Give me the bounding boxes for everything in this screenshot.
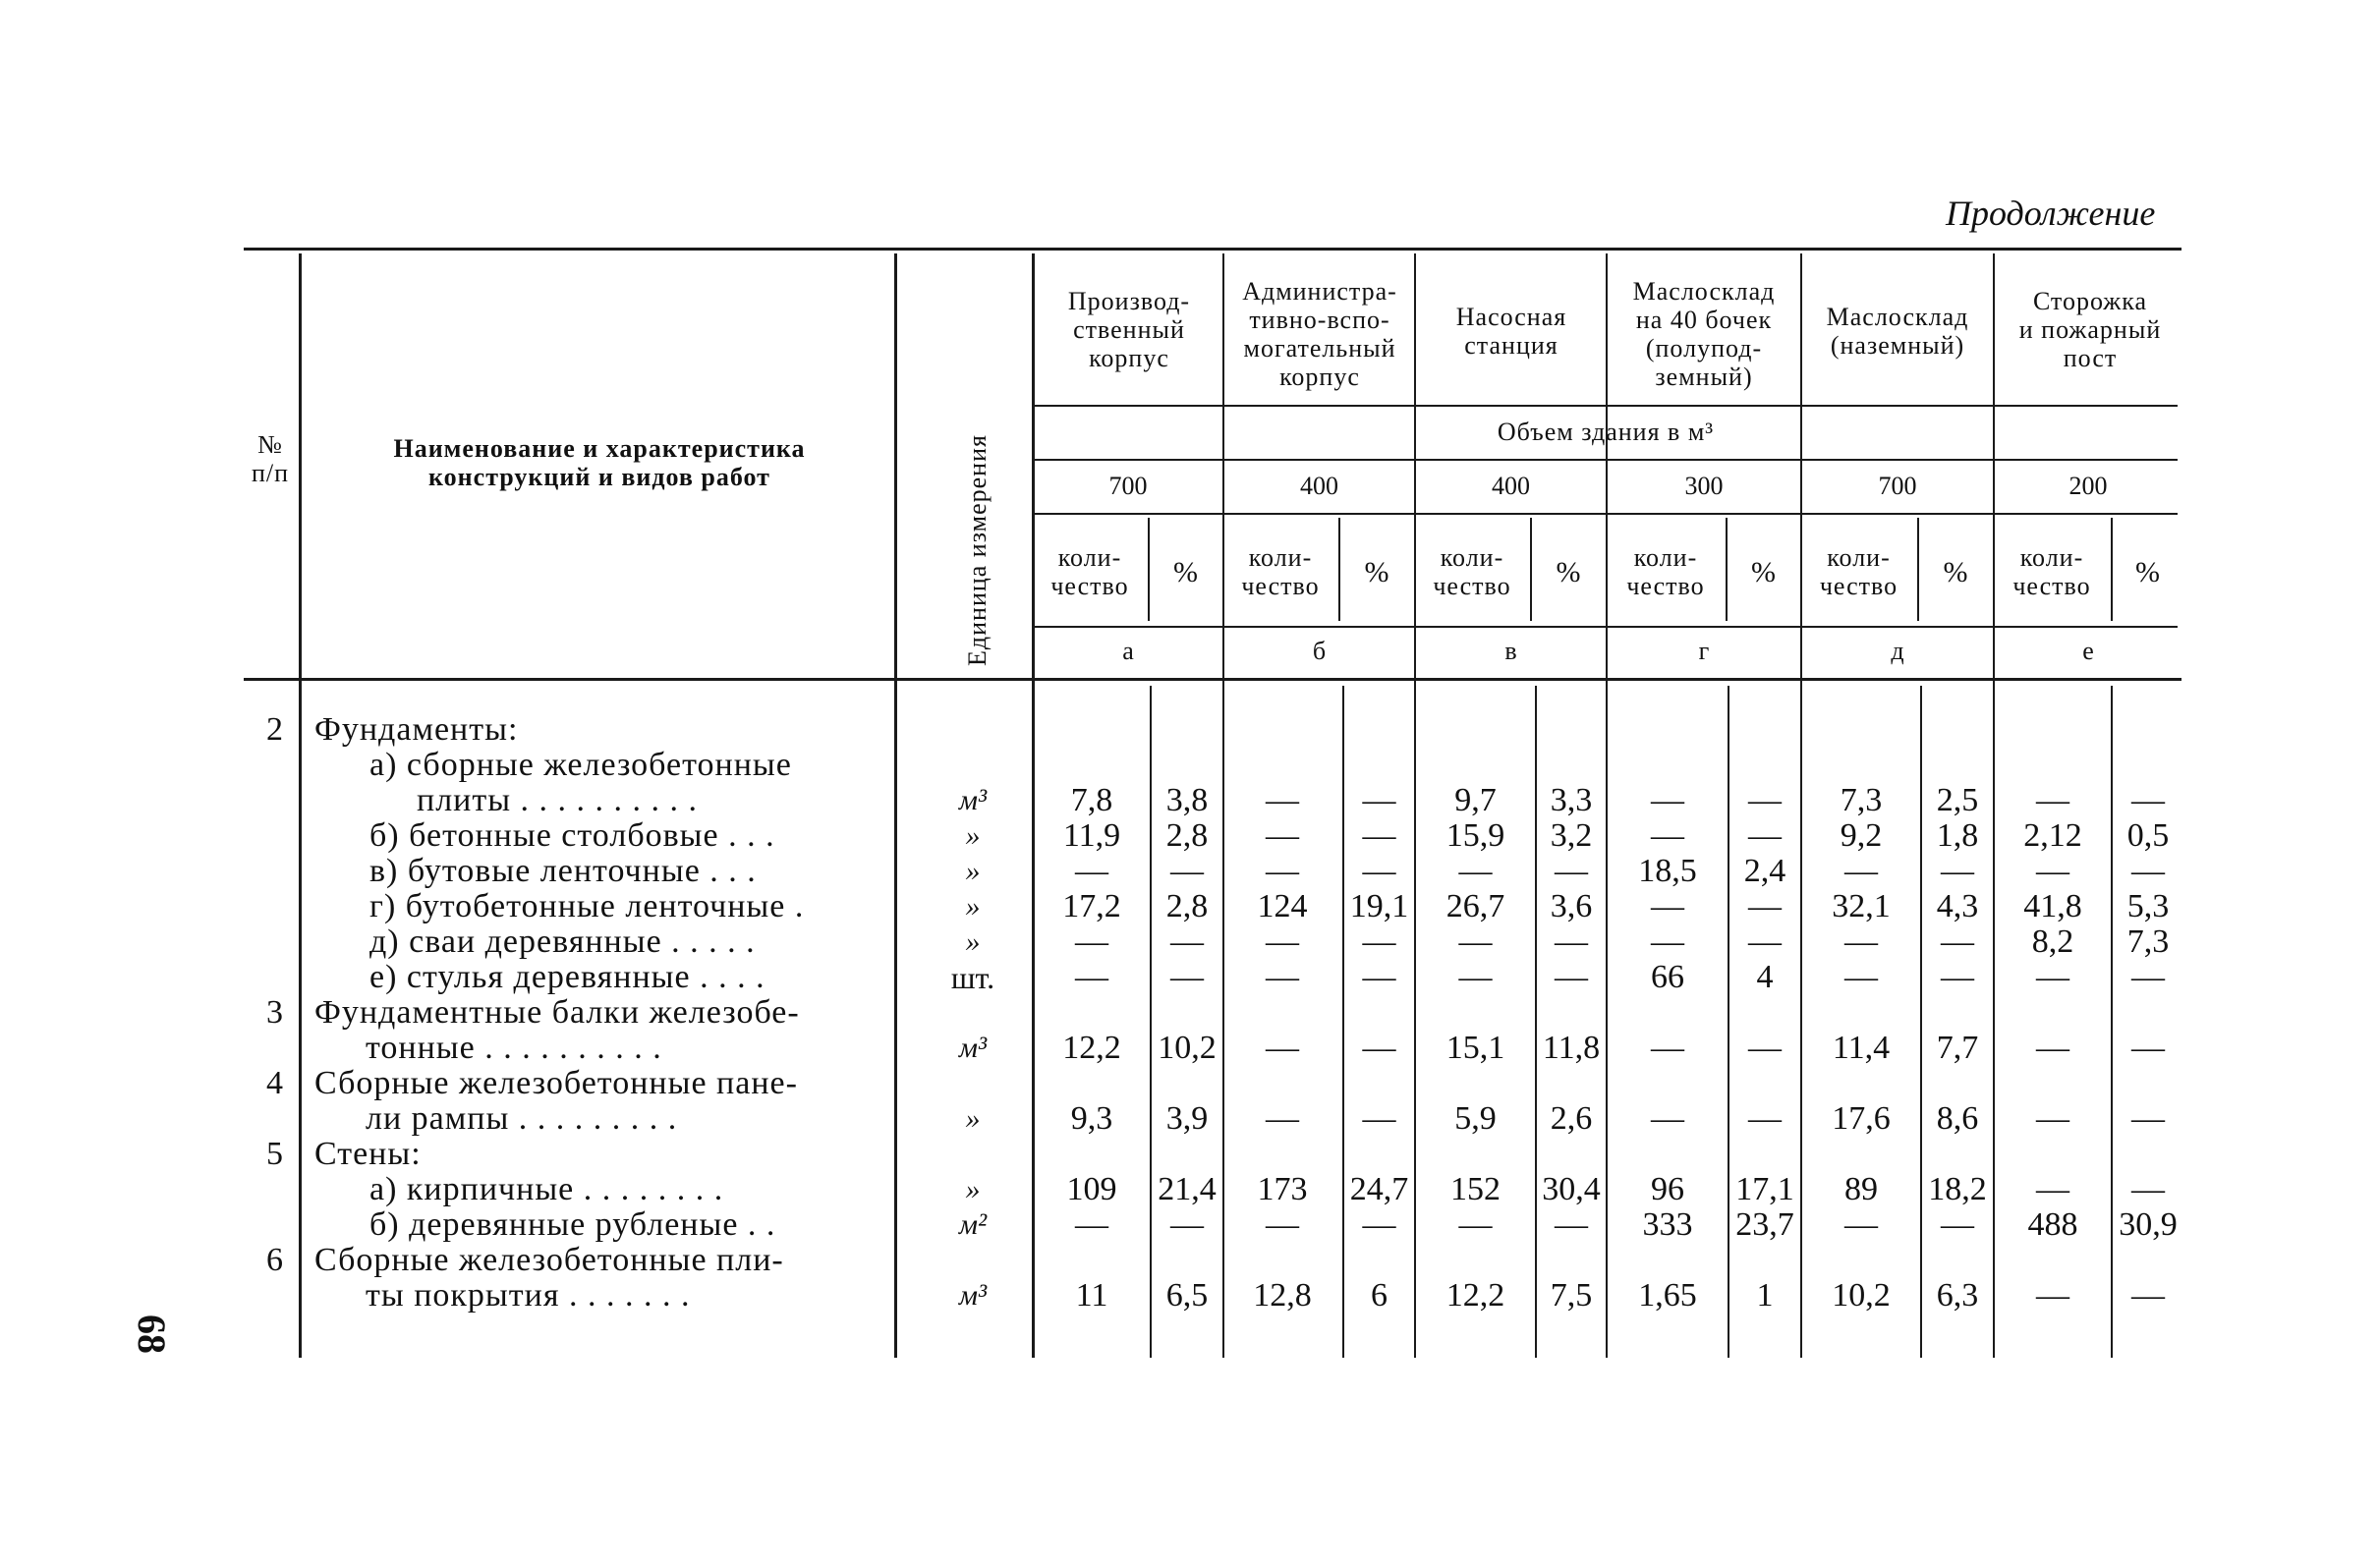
row-value: 2,8: [1165, 888, 1209, 924]
pct-label-c: %: [1556, 556, 1582, 588]
row-value: 124: [1257, 888, 1308, 924]
row-value: —: [1748, 782, 1782, 818]
row-value: —: [1941, 923, 1974, 960]
pct-label-f: %: [2135, 556, 2161, 588]
row-value: —: [1844, 1206, 1878, 1243]
header-building-6: Сторожка и пожарный пост: [2018, 287, 2162, 372]
letter-e: д: [1891, 637, 1904, 665]
row-value: 11: [1075, 1277, 1108, 1314]
row-value: —: [1362, 923, 1396, 960]
row-value: 173: [1257, 1171, 1308, 1207]
row-value: 10,2: [1158, 1030, 1217, 1066]
header-building-2: Администра- тивно-вспо- могательный корпус: [1242, 277, 1397, 391]
volume-2: 400: [1300, 472, 1338, 500]
row-value: —: [2036, 1030, 2069, 1066]
row-value: 7,8: [1070, 782, 1113, 818]
row-value: 18,5: [1638, 853, 1697, 889]
row-value: —: [2036, 853, 2069, 889]
row-num: 3: [266, 994, 283, 1031]
row-value: —: [1075, 1206, 1108, 1243]
row-value: 9,2: [1840, 817, 1883, 854]
row-value: —: [1266, 817, 1299, 854]
pct-label-e: %: [1943, 556, 1969, 588]
row-value: —: [1362, 1206, 1396, 1243]
row-value: 24,7: [1349, 1171, 1409, 1207]
row-value: —: [1651, 1100, 1684, 1137]
row-value: —: [2036, 782, 2069, 818]
row-value: —: [1170, 853, 1204, 889]
row-value: —: [1651, 888, 1684, 924]
row-value: —: [1458, 1206, 1493, 1243]
row-value: 30,9: [2119, 1206, 2178, 1243]
row-num: 6: [266, 1242, 283, 1278]
row-value: 15,1: [1445, 1030, 1505, 1066]
letter-f: е: [2082, 637, 2094, 665]
pct-label-b: %: [1364, 556, 1390, 588]
row-value: —: [2131, 1277, 2165, 1314]
row-unit: »: [965, 855, 981, 887]
row-value: —: [1651, 817, 1684, 854]
row-value: —: [1555, 853, 1588, 889]
row-value: 9,7: [1454, 782, 1497, 818]
row-value: —: [1362, 959, 1396, 995]
row-value: —: [1941, 1206, 1974, 1243]
row-value: —: [1266, 1030, 1299, 1066]
row-value: 2,12: [2023, 817, 2082, 854]
pct-label-d: %: [1751, 556, 1777, 588]
row-value: —: [1941, 959, 1974, 995]
row-unit: шт.: [950, 960, 995, 995]
row-name: г) бутобетонные ленточные .: [369, 888, 805, 924]
row-value: —: [2131, 959, 2165, 995]
row-value: 3,6: [1550, 888, 1593, 924]
row-value: 1,65: [1638, 1277, 1697, 1314]
col-line-name: [894, 253, 897, 1358]
row-value: 17,2: [1062, 888, 1121, 924]
row-value: —: [1170, 923, 1204, 960]
row-name: в) бутовые ленточные . . .: [369, 853, 757, 889]
col-line-num: [299, 253, 302, 1358]
row-value: 3,9: [1165, 1100, 1209, 1137]
header-building-3: Насосная станция: [1455, 303, 1567, 360]
row-value: 4: [1756, 959, 1774, 995]
row-value: 30,4: [1542, 1171, 1601, 1207]
qty-label-b: коли- чество: [1241, 543, 1320, 600]
row-unit: »: [965, 1102, 981, 1135]
row-value: —: [2131, 1030, 2165, 1066]
row-value: 21,4: [1158, 1171, 1217, 1207]
row-value: 5,3: [2126, 888, 2170, 924]
row-value: —: [1941, 853, 1974, 889]
row-value: 7,5: [1550, 1277, 1593, 1314]
volume-4: 300: [1684, 472, 1724, 500]
row-name: ты покрытия . . . . . . .: [366, 1277, 691, 1314]
letter-a: а: [1122, 637, 1134, 665]
row-value: —: [2131, 853, 2165, 889]
row-value: 11,4: [1832, 1030, 1891, 1066]
row-name: Сборные железобетонные пли-: [314, 1242, 784, 1278]
row-value: 15,9: [1445, 817, 1505, 854]
row-value: 66: [1651, 959, 1684, 995]
row-unit: »: [965, 1173, 981, 1205]
row-value: —: [1651, 923, 1684, 960]
row-value: 152: [1450, 1171, 1501, 1207]
row-unit: м³: [958, 1032, 988, 1064]
row-value: —: [1844, 959, 1878, 995]
header-building-1: Производ- ственный корпус: [1067, 287, 1191, 372]
qty-label-a: коли- чество: [1050, 543, 1129, 600]
header-unit: Единица измерения: [963, 434, 992, 666]
row-value: —: [2131, 1171, 2165, 1207]
row-unit: »: [965, 925, 981, 958]
row-unit: »: [965, 890, 981, 923]
row-value: —: [1075, 923, 1108, 960]
row-value: —: [1458, 959, 1493, 995]
volume-5: 700: [1878, 472, 1917, 500]
row-value: 7,3: [2126, 923, 2170, 960]
row-value: 1: [1756, 1277, 1774, 1314]
qty-label-f: коли- чество: [2012, 543, 2091, 600]
letter-b: б: [1312, 637, 1327, 665]
qty-label-e: коли- чество: [1819, 543, 1898, 600]
row-num: 4: [266, 1065, 283, 1101]
row-value: —: [1844, 853, 1878, 889]
row-name: тонные . . . . . . . . . .: [366, 1030, 662, 1066]
row-value: 6,3: [1936, 1277, 1979, 1314]
header-building-4: Маслосклад на 40 бочек (полупод- земный): [1632, 277, 1776, 391]
row-value: 12,2: [1445, 1277, 1505, 1314]
row-value: —: [1844, 923, 1878, 960]
header-name: Наименование и характеристика конструкций и видов работ: [393, 434, 806, 491]
header-volume-label: Объем здания в м³: [1497, 418, 1715, 446]
row-value: —: [1748, 888, 1782, 924]
volume-6: 200: [2068, 472, 2108, 500]
row-value: 12,8: [1253, 1277, 1312, 1314]
row-value: —: [1362, 1100, 1396, 1137]
pct-label-a: %: [1173, 556, 1199, 588]
row-value: 89: [1844, 1171, 1878, 1207]
row-value: 5,9: [1454, 1100, 1497, 1137]
row-value: —: [1651, 1030, 1684, 1066]
row-value: 6: [1371, 1277, 1388, 1314]
row-value: 8,6: [1936, 1100, 1979, 1137]
row-value: 488: [2027, 1206, 2078, 1243]
qty-label-d: коли- чество: [1626, 543, 1705, 600]
row-value: 3,8: [1165, 782, 1209, 818]
continuation-label: Продолжение: [1946, 194, 2156, 233]
row-name: е) стулья деревянные . . . .: [369, 959, 765, 995]
qty-label-c: коли- чество: [1433, 543, 1511, 600]
row-value: 19,1: [1349, 888, 1409, 924]
row-value: —: [1555, 959, 1588, 995]
row-value: —: [1555, 1206, 1588, 1243]
row-value: 3,3: [1550, 782, 1593, 818]
row-value: —: [1748, 817, 1782, 854]
row-value: 17,6: [1832, 1100, 1891, 1137]
row-value: —: [1748, 923, 1782, 960]
row-unit: м³: [958, 1279, 988, 1312]
row-value: 7,7: [1936, 1030, 1979, 1066]
row-value: 2,8: [1165, 817, 1209, 854]
row-value: —: [2036, 1100, 2069, 1137]
row-value: —: [2036, 959, 2069, 995]
row-value: 4,3: [1936, 888, 1979, 924]
row-value: 32,1: [1832, 888, 1891, 924]
row-name: б) деревянные рубленые . .: [369, 1206, 776, 1243]
row-value: —: [1266, 923, 1299, 960]
table-top-rule: [244, 248, 2182, 251]
row-value: —: [1651, 782, 1684, 818]
row-value: 17,1: [1735, 1171, 1794, 1207]
row-value: —: [2036, 1171, 2069, 1207]
row-value: 12,2: [1062, 1030, 1121, 1066]
row-name: Фундаментные балки железобе-: [314, 994, 800, 1031]
row-value: —: [1266, 959, 1299, 995]
row-value: 1,8: [1936, 817, 1979, 854]
row-value: 18,2: [1928, 1171, 1987, 1207]
row-value: 7,3: [1840, 782, 1883, 818]
row-value: —: [1170, 959, 1204, 995]
row-value: 2,6: [1550, 1100, 1593, 1137]
row-value: —: [1266, 1206, 1299, 1243]
row-value: 26,7: [1445, 888, 1505, 924]
row-value: —: [1362, 817, 1396, 854]
letter-c: в: [1504, 637, 1517, 665]
row-value: 3,2: [1550, 817, 1593, 854]
row-name: Стены:: [314, 1136, 422, 1172]
row-value: —: [1075, 853, 1108, 889]
row-value: 11,9: [1062, 817, 1121, 854]
row-value: —: [1555, 923, 1588, 960]
row-value: —: [1748, 1100, 1782, 1137]
row-value: 109: [1066, 1171, 1117, 1207]
row-name: ли рампы . . . . . . . . .: [366, 1100, 678, 1137]
row-value: —: [1458, 923, 1493, 960]
row-value: —: [2036, 1277, 2069, 1314]
page-number: 68: [130, 1314, 174, 1354]
row-value: —: [1748, 1030, 1782, 1066]
row-value: 41,8: [2023, 888, 2082, 924]
row-value: —: [1266, 782, 1299, 818]
row-value: 2,4: [1743, 853, 1786, 889]
row-value: —: [1362, 853, 1396, 889]
row-unit: »: [965, 819, 981, 852]
volume-1: 700: [1108, 472, 1148, 500]
row-unit: м³: [958, 784, 988, 816]
row-value: —: [2131, 782, 2165, 818]
row-value: —: [1362, 1030, 1396, 1066]
row-value: —: [2131, 1100, 2165, 1137]
row-value: 333: [1642, 1206, 1693, 1243]
row-name: Фундаменты:: [314, 711, 519, 748]
row-value: —: [1266, 853, 1299, 889]
row-name: а) кирпичные . . . . . . . .: [369, 1171, 724, 1207]
volume-3: 400: [1492, 472, 1530, 500]
row-num: 5: [266, 1136, 283, 1172]
row-value: 10,2: [1832, 1277, 1891, 1314]
row-value: 96: [1651, 1171, 1684, 1207]
header-num: № п/п: [251, 430, 290, 487]
row-value: 11,8: [1542, 1030, 1601, 1066]
row-value: —: [1075, 959, 1108, 995]
row-value: —: [1170, 1206, 1204, 1243]
row-value: 2,5: [1936, 782, 1979, 818]
row-num: 2: [266, 711, 283, 748]
row-name: д) сваи деревянные . . . . .: [369, 923, 756, 960]
row-value: —: [1458, 853, 1493, 889]
row-unit: м²: [958, 1208, 988, 1241]
row-value: 0,5: [2126, 817, 2170, 854]
row-value: 9,3: [1070, 1100, 1113, 1137]
row-value: —: [1266, 1100, 1299, 1137]
header-bottom-rule: [244, 678, 2182, 681]
row-name: б) бетонные столбовые . . .: [369, 817, 775, 854]
row-value: 6,5: [1165, 1277, 1209, 1314]
letter-d: г: [1698, 637, 1710, 665]
row-name: плиты . . . . . . . . . .: [417, 782, 699, 818]
row-name: а) сборные железобетонные: [369, 747, 792, 783]
header-building-5: Маслосклад (наземный): [1826, 303, 1969, 360]
row-value: —: [1362, 782, 1396, 818]
row-value: 8,2: [2031, 923, 2074, 960]
row-value: 23,7: [1735, 1206, 1794, 1243]
row-name: Сборные железобетонные пане-: [314, 1065, 798, 1101]
